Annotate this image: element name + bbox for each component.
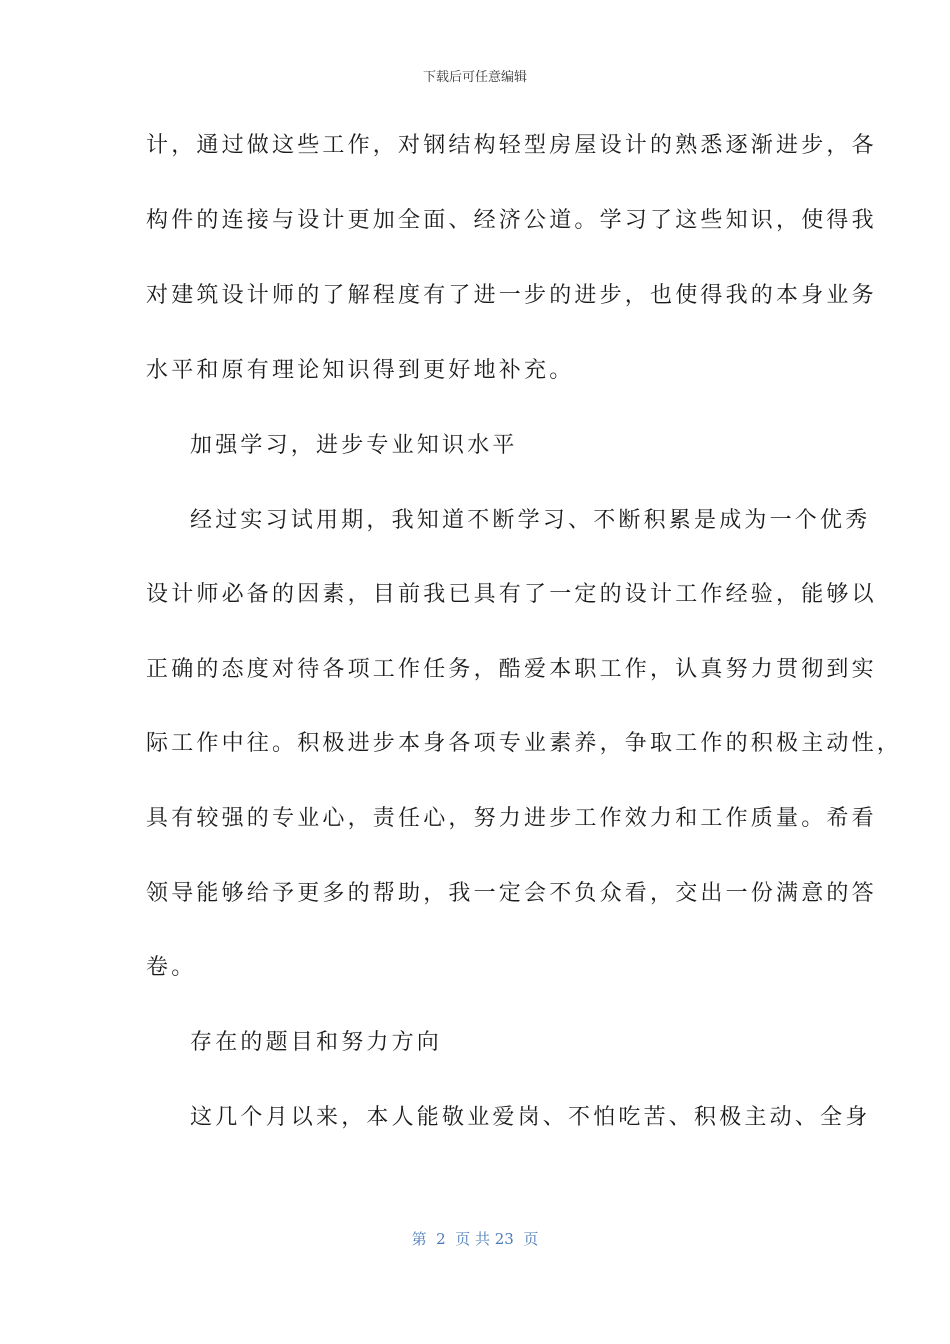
section-heading: 存在的题目和努力方向 [190,1030,443,1055]
body-line: 具有较强的专业心，责任心，努力进步工作效力和工作质量。希看 [146,806,877,831]
page-number-footer: 第 2 页 共 23 页 [411,1230,539,1248]
body-line: 正确的态度对待各项工作任务，酷爱本职工作，认真努力贯彻到实 [146,657,877,682]
body-line: 经过实习试用期，我知道不断学习、不断积累是成为一个优秀 [190,508,871,533]
body-line: 领导能够给予更多的帮助，我一定会不负众看，交出一份满意的答 [146,881,877,906]
body-line: 构件的连接与设计更加全面、经济公道。学习了这些知识，使得我 [146,208,877,233]
body-line: 设计师必备的因素，目前我已具有了一定的设计工作经验，能够以 [146,582,877,607]
page-header: 下载后可任意编辑 [422,70,527,85]
section-heading: 加强学习，进步专业知识水平 [190,433,518,458]
body-line: 计，通过做这些工作，对钢结构轻型房屋设计的熟悉逐渐进步，各 [146,133,877,158]
body-line: 对建筑设计师的了解程度有了进一步的进步，也使得我的本身业务 [146,283,877,308]
body-line: 水平和原有理论知识得到更好地补充。 [146,358,575,383]
body-line: 这几个月以来，本人能敬业爱岗、不怕吃苦、积极主动、全身 [190,1105,871,1130]
body-line: 卷。 [146,955,197,980]
body-line: 际工作中往。积极进步本身各项专业素养，争取工作的积极主动性， [146,731,903,756]
